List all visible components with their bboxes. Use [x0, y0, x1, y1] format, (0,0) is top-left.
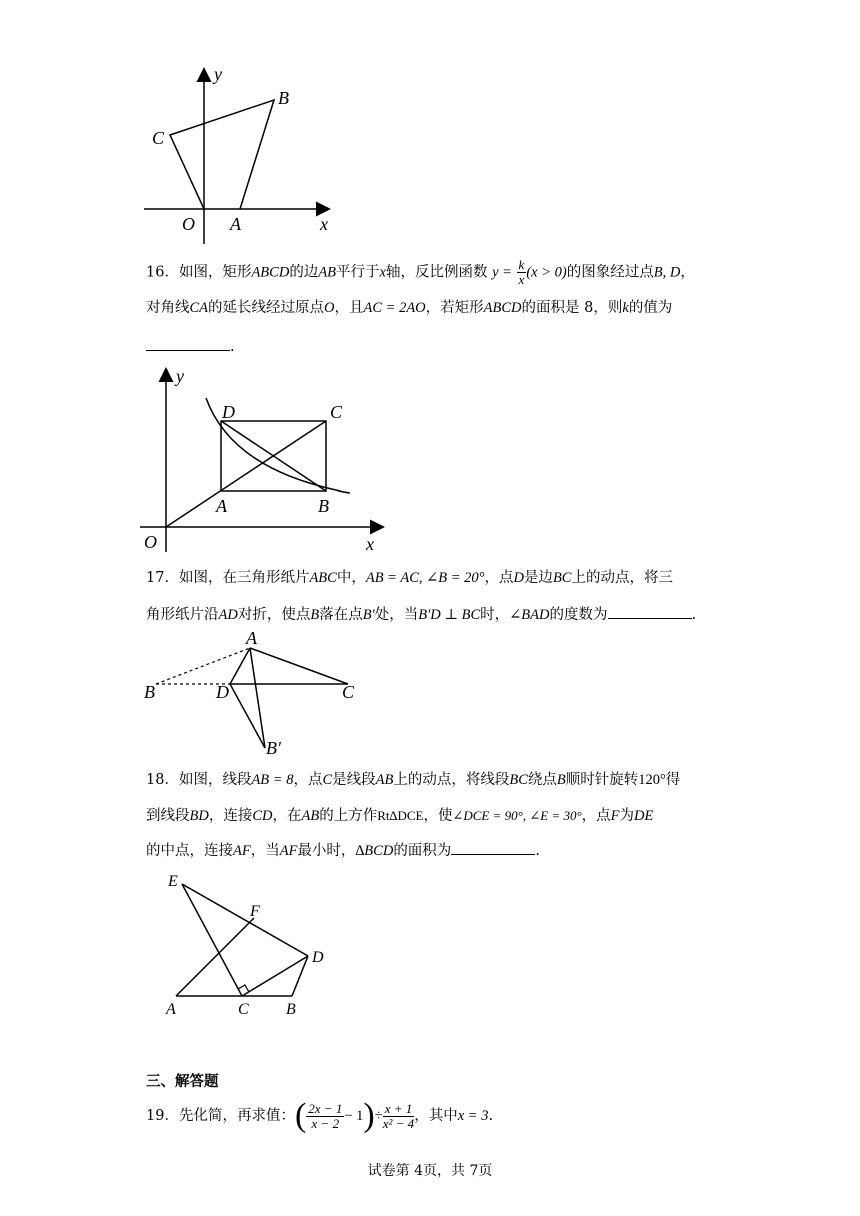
text: 角形纸片沿	[146, 607, 219, 623]
text: 上的动点，将三	[571, 570, 673, 586]
text: .	[230, 339, 235, 355]
text: ，其中	[414, 1108, 458, 1124]
math: ∆BCD	[355, 843, 394, 859]
q16-line1	[146, 258, 695, 287]
quadrilateral-oabc	[170, 100, 274, 209]
math: B′	[362, 607, 375, 623]
math: O	[324, 300, 335, 316]
text: 的中点，连接	[146, 843, 233, 859]
math: k	[622, 300, 629, 316]
label-d: D	[312, 949, 324, 966]
label-c: C	[342, 682, 355, 702]
text: 处，当	[374, 607, 419, 623]
text: 是线段	[332, 772, 376, 788]
math: B′D ⊥ BC	[418, 607, 481, 623]
text: 中，	[336, 570, 366, 586]
segment-bd	[292, 956, 308, 996]
math: AF	[279, 843, 298, 859]
segment-ad	[230, 648, 250, 684]
figure-q15	[130, 60, 340, 250]
label-c: C	[152, 128, 165, 148]
q16-number: 16．	[146, 264, 179, 281]
math: D	[513, 570, 524, 586]
fraction-2	[383, 1102, 415, 1131]
math: x	[379, 264, 386, 281]
label-a: A	[246, 628, 257, 648]
label-b: B	[278, 88, 289, 108]
text: .	[488, 1108, 494, 1124]
text: 落在点	[319, 607, 363, 623]
text: .	[691, 607, 697, 623]
math: BC	[552, 570, 572, 586]
text: ，当	[250, 843, 280, 859]
label-y: y	[176, 366, 184, 386]
q19-line1	[146, 1098, 493, 1134]
math: B	[310, 607, 320, 623]
divide-sign: ÷	[374, 1108, 383, 1124]
text: .	[535, 843, 540, 859]
text: 到线段	[146, 808, 190, 824]
answer-blank[interactable]	[146, 336, 230, 351]
q19-number: 19．	[146, 1108, 179, 1124]
label-o: O	[144, 532, 157, 552]
label-o: O	[182, 214, 195, 234]
math: AB	[301, 808, 320, 824]
math: 120°	[638, 772, 666, 788]
text: 最小时，	[297, 843, 356, 859]
math: B, D	[653, 264, 681, 281]
q18-number: 18．	[146, 772, 179, 788]
math: BC	[509, 772, 528, 788]
fraction-k-over-x	[517, 258, 527, 287]
segment-af	[176, 918, 254, 996]
q16-line2	[146, 298, 672, 318]
text: 的图象经过点	[566, 264, 654, 281]
text: 先化简，再求值：	[178, 1108, 295, 1124]
figure-q16	[136, 362, 392, 557]
fraction-1	[306, 1102, 344, 1131]
math: CD	[252, 808, 273, 824]
math: x = 3	[457, 1108, 489, 1124]
text: 是边	[523, 570, 553, 586]
text: 的上方作	[319, 808, 378, 824]
text: 轴，反比例函数	[385, 264, 488, 281]
math: Rt∆DCE	[377, 808, 424, 823]
q17-line2	[146, 604, 696, 625]
math: AB	[375, 772, 394, 788]
numerator: 2x − 1	[308, 1100, 343, 1116]
label-x: x	[366, 534, 374, 554]
q18-line2	[146, 806, 653, 826]
segment-ac	[250, 648, 348, 684]
text: ，	[680, 264, 695, 281]
math: C	[322, 772, 333, 788]
q18-line1	[146, 770, 680, 790]
text: 对折，使点	[237, 607, 311, 623]
text: 如图，在三角形纸片	[178, 570, 310, 586]
text: ，若矩形	[425, 300, 484, 316]
text: 时，	[480, 607, 510, 623]
label-b: B	[318, 496, 329, 516]
text: ，点	[581, 808, 611, 824]
math: BD	[189, 808, 209, 824]
text: 的值为	[628, 300, 673, 316]
math: ∠BAD	[509, 607, 550, 623]
label-b-prime: B′	[266, 738, 281, 758]
q17-line1	[146, 568, 673, 588]
text: 对角线	[146, 300, 190, 316]
domain-condition: (x > 0)	[526, 264, 567, 281]
text: 为	[619, 808, 634, 824]
math: ABC	[309, 570, 337, 586]
math: ABCD	[483, 300, 522, 316]
section-title: 三、解答题	[146, 1073, 219, 1090]
page-footer: 试卷第 4页，共 7页	[367, 1163, 493, 1179]
figure-q17	[138, 628, 368, 758]
denominator: x − 2	[311, 1115, 340, 1131]
q17-number: 17．	[146, 570, 179, 586]
label-c: C	[330, 402, 343, 422]
text: ，使	[423, 808, 453, 824]
q18-line3	[146, 840, 540, 861]
math: − 1	[344, 1108, 364, 1124]
math: AC = 2AO	[363, 300, 426, 316]
label-x: x	[320, 214, 328, 234]
left-paren: (	[294, 1097, 307, 1134]
label-d: D	[222, 402, 235, 422]
text: 的度数为	[549, 607, 608, 623]
answer-blank[interactable]	[451, 840, 535, 855]
numerator: k	[518, 257, 525, 272]
text: ，连接	[208, 808, 253, 824]
segment-cd	[242, 956, 308, 996]
text: 的延长线经过原点	[208, 300, 325, 316]
math: DE	[634, 808, 654, 824]
figure-q18	[160, 870, 360, 1020]
math: AB	[318, 264, 337, 281]
function-y: y =	[492, 264, 512, 281]
text: 的面积为	[393, 843, 452, 859]
label-c: C	[238, 1001, 249, 1018]
text: 如图，矩形	[178, 264, 252, 281]
math: AB = 8	[251, 772, 294, 788]
text: 的边	[289, 264, 319, 281]
denominator: x	[518, 272, 525, 287]
text: 的面积是 8，则	[521, 300, 623, 316]
right-paren: )	[363, 1097, 375, 1134]
math: CA	[189, 300, 209, 316]
label-e: E	[168, 873, 178, 890]
text: ，且	[334, 300, 364, 316]
text: 顺时针旋转	[565, 772, 639, 788]
text: 平行于	[336, 264, 380, 281]
math: B	[556, 772, 566, 788]
label-a: A	[166, 1001, 176, 1018]
label-d: D	[216, 682, 229, 702]
math: ∠DCE = 90°, ∠E = 30°	[452, 808, 582, 823]
text: ，点	[484, 570, 514, 586]
text: ，在	[272, 808, 302, 824]
dashed-ab	[156, 648, 250, 684]
math: AB = AC, ∠B = 20°	[365, 570, 485, 586]
math: AD	[218, 607, 238, 623]
text: 得	[665, 772, 681, 788]
label-b: B	[286, 1001, 296, 1018]
text: 如图，线段	[178, 772, 252, 788]
math: ABCD	[251, 264, 290, 281]
answer-blank[interactable]	[608, 604, 692, 619]
text: 绕点	[527, 772, 557, 788]
q16-line3	[146, 336, 235, 357]
text: ，点	[293, 772, 323, 788]
label-f: F	[250, 903, 260, 920]
label-a: A	[230, 214, 241, 234]
label-b: B	[144, 682, 155, 702]
label-a: A	[216, 496, 227, 516]
text: 上的动点，将线段	[393, 772, 510, 788]
math: F	[610, 808, 620, 824]
math: AF	[233, 843, 251, 859]
label-y: y	[214, 64, 222, 84]
denominator: x² − 4	[382, 1115, 415, 1131]
numerator: x + 1	[384, 1100, 413, 1116]
